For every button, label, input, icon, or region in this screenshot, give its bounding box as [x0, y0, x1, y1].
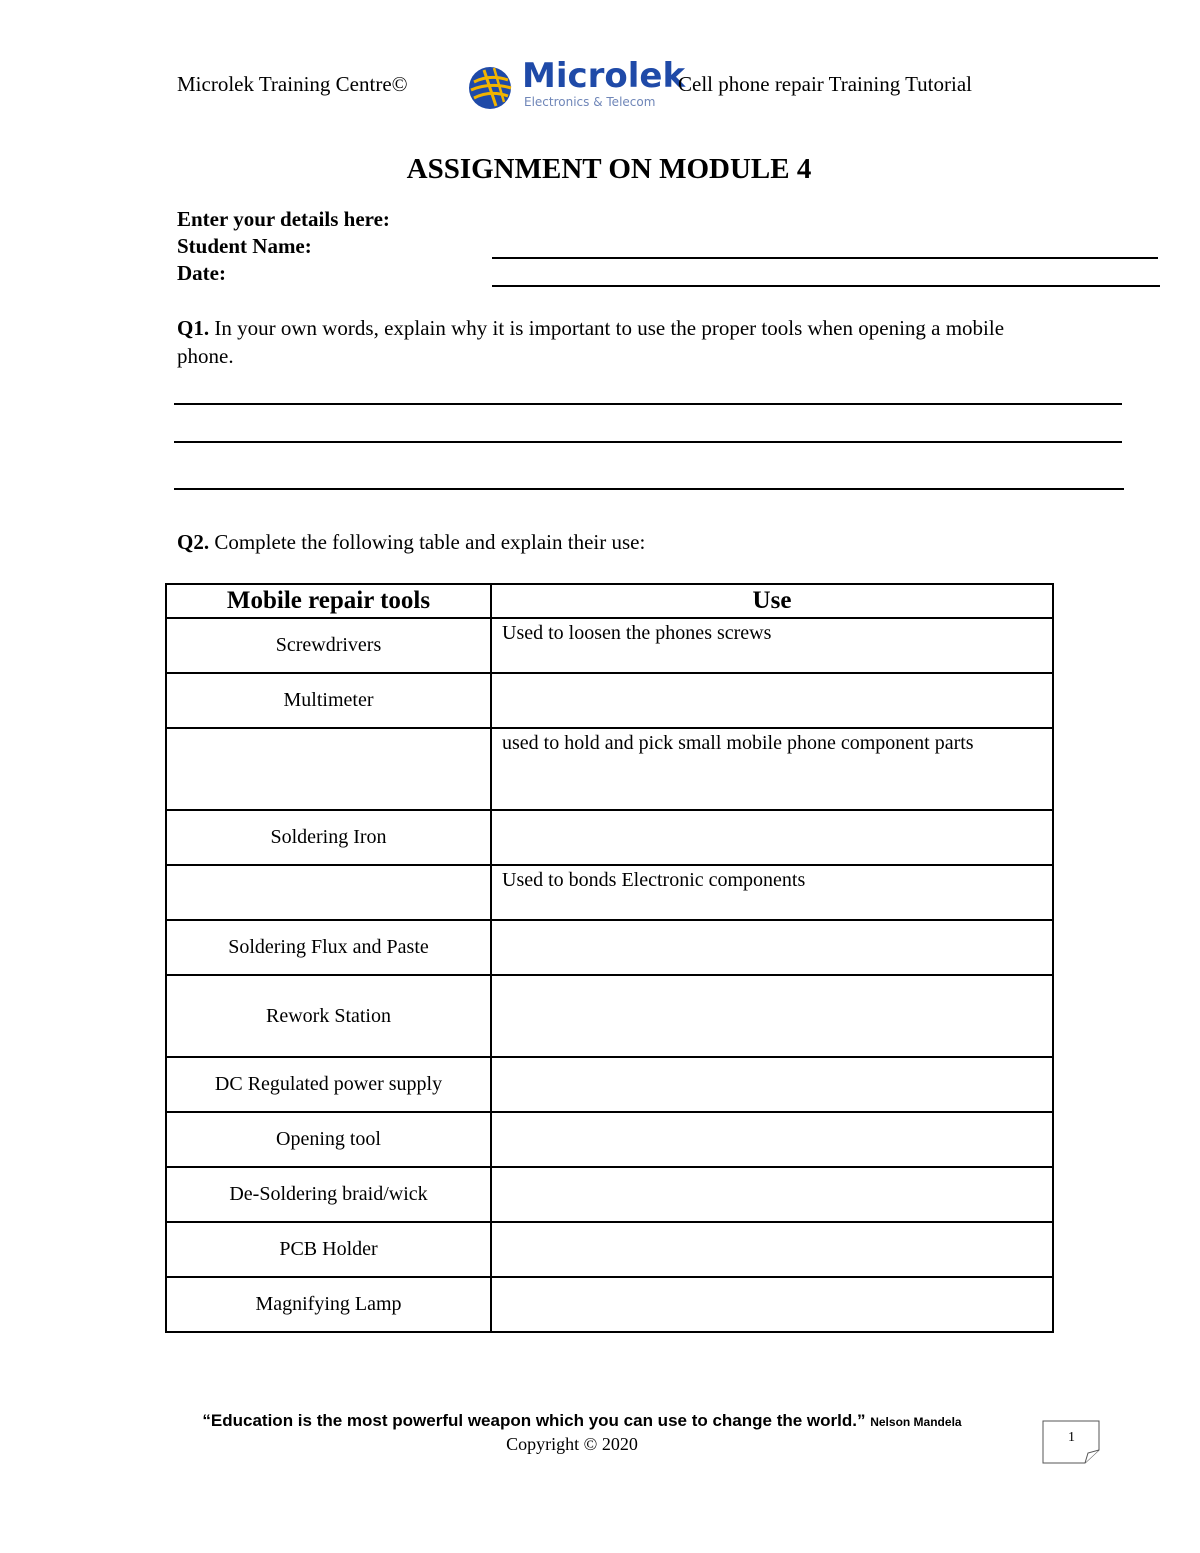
answer-line[interactable]: [174, 488, 1124, 490]
tool-cell[interactable]: PCB Holder: [166, 1222, 491, 1277]
use-cell[interactable]: [491, 810, 1053, 865]
tool-cell[interactable]: [166, 865, 491, 920]
student-name-label: Student Name:: [177, 234, 312, 258]
page-number: 1: [1068, 1430, 1075, 1445]
logo-subtitle: Electronics & Telecom: [524, 95, 656, 109]
tool-cell[interactable]: Multimeter: [166, 673, 491, 728]
use-cell[interactable]: [491, 1112, 1053, 1167]
table-row: [166, 673, 1053, 728]
tool-cell[interactable]: Screwdrivers: [166, 618, 491, 673]
use-cell[interactable]: [491, 975, 1053, 1057]
table-row: [166, 618, 1053, 673]
question-1-number: Q1.: [177, 316, 210, 340]
tool-cell[interactable]: Soldering Flux and Paste: [166, 920, 491, 975]
tool-cell[interactable]: Soldering Iron: [166, 810, 491, 865]
table-row: [166, 1112, 1053, 1167]
table-row: [166, 975, 1053, 1057]
page-number-box: [1042, 1420, 1100, 1464]
question-1: [177, 314, 1057, 370]
table-row: [166, 728, 1053, 810]
table-row: [166, 1222, 1053, 1277]
question-2-number: Q2.: [177, 530, 210, 554]
tool-cell[interactable]: DC Regulated power supply: [166, 1057, 491, 1112]
use-cell[interactable]: [491, 673, 1053, 728]
header-left-text: Microlek Training Centre©: [177, 72, 408, 96]
question-1-text: In your own words, explain why it is important to use the proper tools when opening a mobile phone.: [177, 316, 1005, 368]
table-row: [166, 1167, 1053, 1222]
use-cell[interactable]: [491, 1167, 1053, 1222]
copyright: Copyright © 2020: [506, 1434, 638, 1454]
use-cell[interactable]: [491, 920, 1053, 975]
table-row: [166, 810, 1053, 865]
details-section: [177, 206, 390, 287]
tool-cell[interactable]: Rework Station: [166, 975, 491, 1057]
assignment-title: ASSIGNMENT ON MODULE 4: [406, 153, 812, 185]
date-field[interactable]: [492, 285, 1160, 287]
table-row: [166, 1057, 1053, 1112]
table-row: [166, 865, 1053, 920]
question-2: [177, 530, 645, 555]
question-2-text: Complete the following table and explain their use:: [209, 530, 646, 554]
tool-cell[interactable]: Opening tool: [166, 1112, 491, 1167]
column-header-tools: Mobile repair tools: [166, 584, 491, 618]
microlek-logo: [466, 56, 686, 112]
tool-cell[interactable]: De-Soldering braid/wick: [166, 1167, 491, 1222]
table-row: [166, 1277, 1053, 1332]
quote-author: Nelson Mandela: [870, 1415, 962, 1429]
column-header-use: Use: [491, 584, 1053, 618]
answer-line[interactable]: [174, 403, 1122, 405]
table-header-row: [166, 584, 1053, 618]
tools-table: [165, 583, 1054, 1333]
date-label: Date:: [177, 261, 226, 285]
logo-wordmark: Microlek: [522, 56, 686, 96]
answer-line[interactable]: [174, 441, 1122, 443]
footer-quote: [0, 1411, 1164, 1431]
use-cell[interactable]: Used to bonds Electronic components: [491, 865, 1053, 920]
tool-cell[interactable]: [166, 728, 491, 810]
use-cell[interactable]: used to hold and pick small mobile phone component parts: [491, 728, 1053, 810]
tool-cell[interactable]: Magnifying Lamp: [166, 1277, 491, 1332]
quote-text: “Education is the most powerful weapon which you can use to change the world.”: [202, 1411, 866, 1430]
details-heading: Enter your details here:: [177, 207, 390, 231]
use-cell[interactable]: Used to loosen the phones screws: [491, 618, 1053, 673]
use-cell[interactable]: [491, 1057, 1053, 1112]
student-name-field[interactable]: [492, 257, 1158, 259]
globe-logo-icon: [466, 62, 522, 112]
use-cell[interactable]: [491, 1222, 1053, 1277]
table-row: [166, 920, 1053, 975]
header-right-text: Cell phone repair Training Tutorial: [678, 72, 972, 96]
use-cell[interactable]: [491, 1277, 1053, 1332]
